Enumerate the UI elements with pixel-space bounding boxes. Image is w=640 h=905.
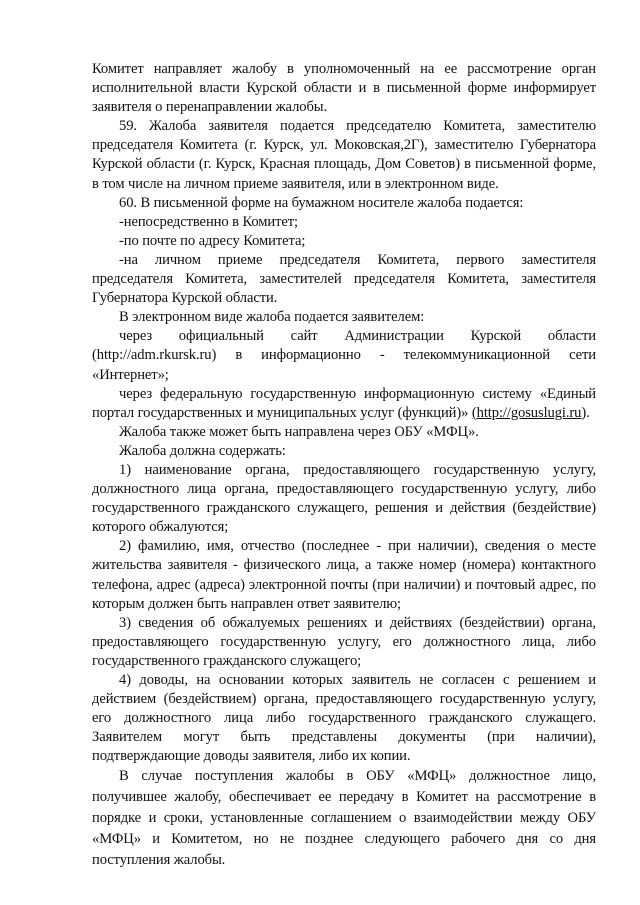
gosuslugi-link[interactable]: (http://gosuslugi.ru): [471, 404, 587, 421]
list-item-directly-to-committee: -непосредственно в Комитет;: [119, 213, 299, 230]
paragraph-committee-forwards-complaint: Комитет направляет жалобу в уполномоченный на ее рассмотрение орган исполнительной власти Курской области и в письменной форме информирует заявителя о перенаправлении жалобы.: [92, 61, 596, 116]
list-item-by-post: -по почте по адресу Комитета;: [119, 232, 306, 249]
paragraph-mfc-transfer: В случае поступления жалобы в ОБУ «МФЦ» должностное лицо, получившее жалобу, обеспечивает ее передачу в Комитет на рассмотрение в порядке и сроки, установленные соглашением о взаимодействии между ОБУ «МФЦ» и Комитетом, но не позднее следующего рабочего дня со дня поступления жалобы.: [92, 768, 596, 869]
paragraph-official-site: через официальный сайт Администрации Курской области (http://adm.rkursk.ru) в информационно - телекоммуникационной сети «Интернет»;: [92, 328, 596, 383]
paragraph-item-2: 2) фамилию, имя, отчество (последнее - при наличии), сведения о месте жительства заявителя - физического лица, а также номер (номера) контактного телефона, адрес (адреса) электронной почты (при наличии) и почтовый адрес, по которым должен быть направлен ответ заявителю;: [92, 538, 596, 612]
list-item-personal-reception: -на личном приеме председателя Комитета, первого заместителя председателя Комитета, заместителей председателя Комитета, заместителя Губернатора Курской области.: [92, 251, 596, 307]
document-text: [92, 60, 596, 871]
federal-portal-text: через федеральную государственную информационную систему «Единый портал государственных и муниципальных услуг (функций)»: [92, 385, 596, 421]
federal-portal-period: .: [586, 404, 590, 421]
paragraph-item-3: 3) сведения об обжалуемых решениях и действиях (бездействии) органа, предоставляющего государственную услугу, его должностного лица, либо государственного гражданского служащего;: [92, 614, 596, 669]
paragraph-item-4: 4) доводы, на основании которых заявитель не согласен с решением и действием (бездействием) органа, предоставляющего государственную услугу, его должностного лица либо государственного гражданского служащего. Заявителем могут быть представлены документы (при наличии), подтверждающие доводы заявителя, либо их копии.: [92, 672, 596, 765]
paragraph-mfc-submission: Жалоба также может быть направлена через ОБУ «МФЦ».: [119, 423, 479, 440]
paragraph-59-complaint-recipients: 59. Жалоба заявителя подается председателю Комитета, заместителю председателя Комитета (г. Курск, ул. Моковская,2Г), заместителю Губернатора Курской области (г. Курск, Красная площадь, Дом Советов) в письменной форме, в том числе на личном приеме заявителя, или в электронном виде.: [92, 118, 596, 192]
paragraph-item-1: 1) наименование органа, предоставляющего государственную услугу, должностного лица органа, предоставляющего государственную услугу, либо государственного гражданского служащего, решения и действия (бездействие) которого обжалуются;: [92, 461, 596, 536]
paragraph-60-paper-form: 60. В письменной форме на бумажном носителе жалоба подается:: [119, 194, 524, 211]
paragraph-federal-portal: [92, 385, 596, 423]
paragraph-complaint-contents: Жалоба должна содержать:: [119, 442, 286, 459]
paragraph-electronic-form: В электронном виде жалоба подается заявителем:: [119, 309, 425, 326]
